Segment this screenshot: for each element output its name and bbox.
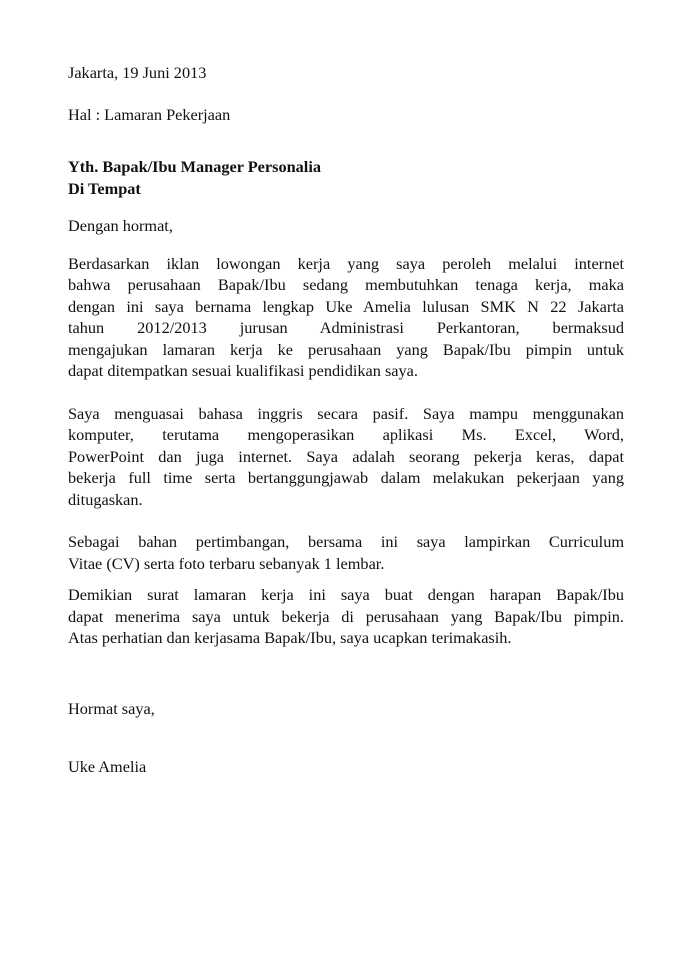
paragraph-line: bekerja full time serta bertanggungjawab dalam melakukan pekerjaan yang [68,468,624,487]
paragraph-closing-remarks [68,584,624,649]
letter-body [68,62,624,778]
paragraph-skills [68,403,624,511]
recipient-title: Yth. Bapak/Ibu Manager Personalia [68,157,321,176]
paragraph-attachments [68,531,624,574]
paragraph-line: ditugaskan. [68,489,143,509]
paragraph-line: komputer, terutama mengoperasikan aplikasi Ms. Excel, Word, [68,425,624,444]
paragraph-line: dapat ditempatkan sesuai kualifikasi pendidikan saya. [68,361,418,380]
paragraph-line: bahwa perusahaan Bapak/Ibu sedang membutuhkan tenaga kerja, maka [68,275,624,294]
paragraph-line: Demikian surat lamaran kerja ini saya buat dengan harapan Bapak/Ibu [68,585,624,604]
paragraph-line: Saya menguasai bahasa inggris secara pasif. Saya mampu menggunakan [68,403,624,423]
paragraph-line: mengajukan lamaran kerja ke perusahaan yang Bapak/Ibu pimpin untuk [68,339,624,359]
recipient-block [68,156,624,199]
greeting: Dengan hormat, [68,216,173,235]
paragraph-line: tahun 2012/2013 jurusan Administrasi Perkantoran, bermaksud [68,318,624,337]
paragraph-line: Berdasarkan iklan lowongan kerja yang saya peroleh melalui internet [68,253,624,273]
signature-name: Uke Amelia [68,757,147,776]
paragraph-line: Vitae (CV) serta foto terbaru sebanyak 1 lembar. [68,553,385,573]
closing-salutation: Hormat saya, [68,698,155,718]
paragraph-line: dapat menerima saya untuk bekerja di perusahaan yang Bapak/Ibu pimpin. [68,606,624,626]
letter-date: Jakarta, 19 Juni 2013 [68,63,207,82]
recipient-location: Di Tempat [68,178,141,198]
paragraph-line: Atas perhatian dan kerjasama Bapak/Ibu, saya ucapkan terimakasih. [68,628,512,647]
paragraph-application-intro [68,253,624,382]
paragraph-line: dengan ini saya bernama lengkap Uke Amelia lulusan SMK N 22 Jakarta [68,296,624,316]
letter-subject: Hal : Lamaran Pekerjaan [68,104,231,124]
paragraph-line: PowerPoint dan juga internet. Saya adalah seorang pekerja keras, dapat [68,446,624,466]
paragraph-line: Sebagai bahan pertimbangan, bersama ini saya lampirkan Curriculum [68,532,624,551]
